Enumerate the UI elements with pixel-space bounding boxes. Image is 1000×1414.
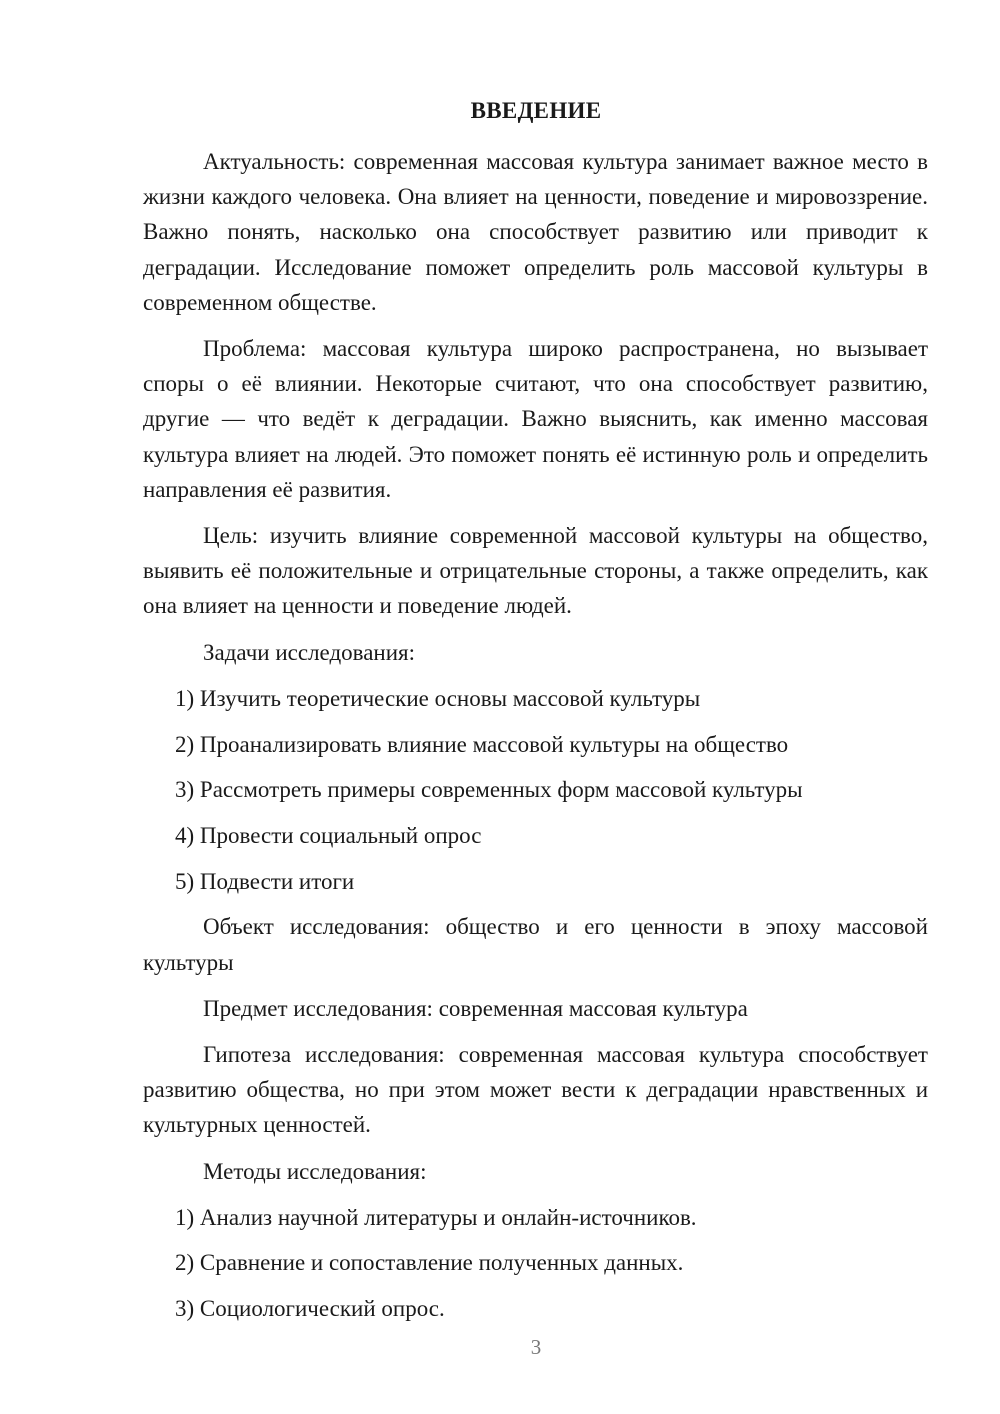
tasks-heading: Задачи исследования: — [203, 639, 416, 665]
paragraph-hypothesis: Гипотеза исследования: современная массовая культура способствует развитию общества, но при этом может вести к деградации нравственных и культурных ценностей. — [143, 1041, 928, 1138]
list-item: 5) Подвести итоги — [175, 868, 355, 894]
list-item: 2) Сравнение и сопоставление полученных данных. — [175, 1250, 684, 1276]
paragraph-relevance: Актуальность: современная массовая культура занимает важное место в жизни каждого человека. Она влияет на ценности, поведение и мировоззрение. Важно понять, насколько она способствует развитию или приводит к деградации. Исследование поможет определить роль массовой культуры в современном обществе. — [143, 149, 928, 315]
list-item: 1) Изучить теоретические основы массовой культуры — [175, 685, 701, 711]
list-item: 3) Социологический опрос. — [175, 1296, 445, 1322]
list-item: 1) Анализ научной литературы и онлайн-источников. — [175, 1204, 697, 1230]
list-item: 4) Провести социальный опрос — [175, 822, 482, 848]
document-body — [143, 144, 928, 1337]
list-item: 2) Проанализировать влияние массовой культуры на общество — [175, 731, 789, 757]
paragraph-object: Объект исследования: общество и его ценности в эпоху массовой культуры — [143, 914, 928, 975]
page-number: 3 — [530, 1335, 542, 1359]
methods-heading: Методы исследования: — [203, 1158, 427, 1184]
paragraph-goal: Цель: изучить влияние современной массовой культуры на общество, выявить её положительные и отрицательные стороны, а также определить, как она влияет на ценности и поведение людей. — [143, 523, 928, 619]
paragraph-problem: Проблема: массовая культура широко распространена, но вызывает споры о её влиянии. Некоторые считают, что она способствует развитию, другие — что ведёт к деградации. Важно выяснить, как именно массовая культура влияет на людей. Это поможет понять её истинную роль и определить направления её развития. — [143, 336, 928, 502]
tasks-list — [143, 681, 928, 899]
paragraph-subject: Предмет исследования: современная массовая культура — [203, 995, 748, 1021]
section-heading: ВВЕДЕНИЕ — [470, 98, 602, 123]
list-item: 3) Рассмотреть примеры современных форм массовой культуры — [175, 777, 803, 803]
methods-list — [143, 1200, 928, 1327]
